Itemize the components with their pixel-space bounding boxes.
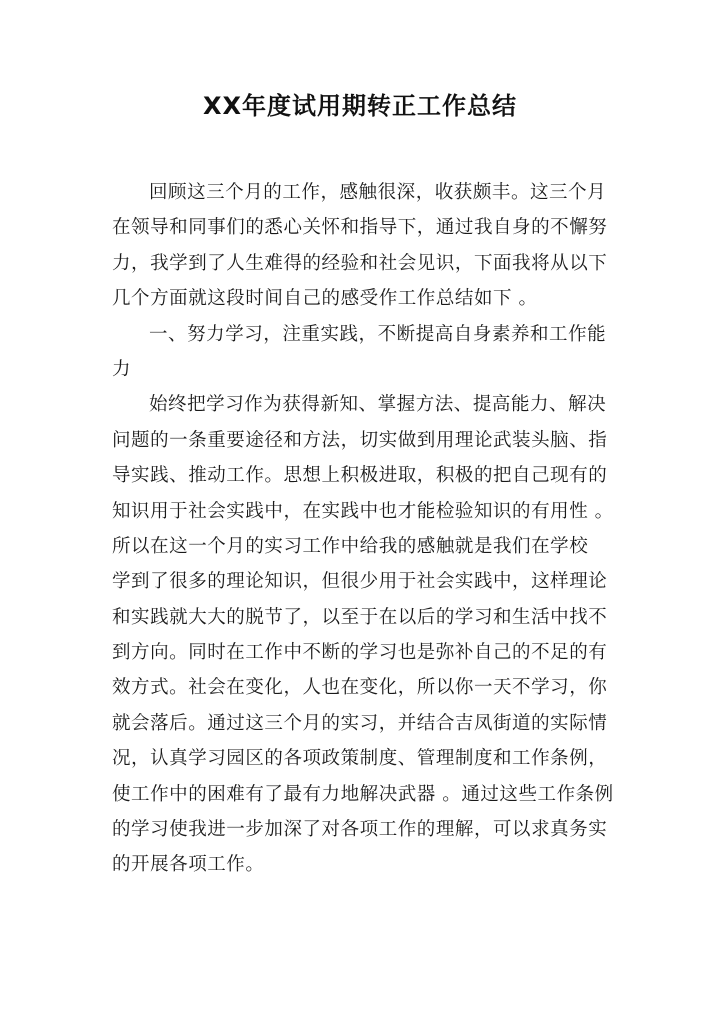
paragraph-intro-line: 回顾这三个月的工作，感触很深，收获颇丰。这三个月 [149, 182, 607, 203]
paragraph-intro-line: 力，我学到了人生难得的经验和社会见识，下面我将从以下 [112, 252, 608, 274]
paragraph-body-line: 况，认真学习园区的各项政策制度、管理制度和工作条例， [112, 748, 608, 770]
document-body [112, 175, 637, 883]
paragraph-body-line: 所以在这一个月的实习工作中给我的感触就是我们在学校 [112, 535, 589, 557]
paragraph-body-line: 的学习使我进一步加深了对各项工作的理解，可以求真务实 [112, 819, 608, 841]
paragraph-body-line: 问题的一条重要途径和方法，切实做到用理论武装头脑、指 [112, 429, 608, 451]
paragraph-body-line: 和实践就大大的脱节了，以至于在以后的学习和生活中找不 [112, 606, 608, 628]
paragraph-intro-line: 在领导和同事们的悉心关怀和指导下，通过我自身的不懈努 [112, 217, 608, 239]
paragraph-body-line: 的开展各项工作。 [112, 854, 265, 876]
paragraph-intro-line: 几个方面就这段时间自己的感受作工作总结如下 。 [112, 288, 538, 310]
section-heading-line: 力 [112, 358, 132, 380]
section-heading-line: 一、努力学习，注重实践，不断提高自身素养和工作能 [149, 323, 607, 345]
paragraph-body-line: 就会落后。通过这三个月的实习，并结合吉凤街道的实际情 [112, 712, 608, 734]
paragraph-body-line: 始终把学习作为获得新知、掌握方法、提高能力、解决 [149, 394, 607, 416]
paragraph-body-line: 学到了很多的理论知识，但很少用于社会实践中，这样理论 [112, 571, 608, 593]
paragraph-body-line: 知识用于社会实践中，在实践中也才能检验知识的有用性 。 [112, 500, 614, 522]
paragraph-body-line: 使工作中的困难有了最有力地解决武器 。通过这些工作条例 [112, 783, 614, 805]
document-title: XX年度试用期转正工作总结 [202, 92, 517, 120]
paragraph-body-line: 导实践、推动工作。思想上积极进取，积极的把自己现有的 [112, 465, 608, 487]
paragraph-body-line: 效方式。社会在变化，人也在变化，所以你一天不学习，你 [112, 677, 608, 699]
paragraph-body-line: 到方向。同时在工作中不断的学习也是弥补自己的不足的有 [112, 642, 608, 664]
